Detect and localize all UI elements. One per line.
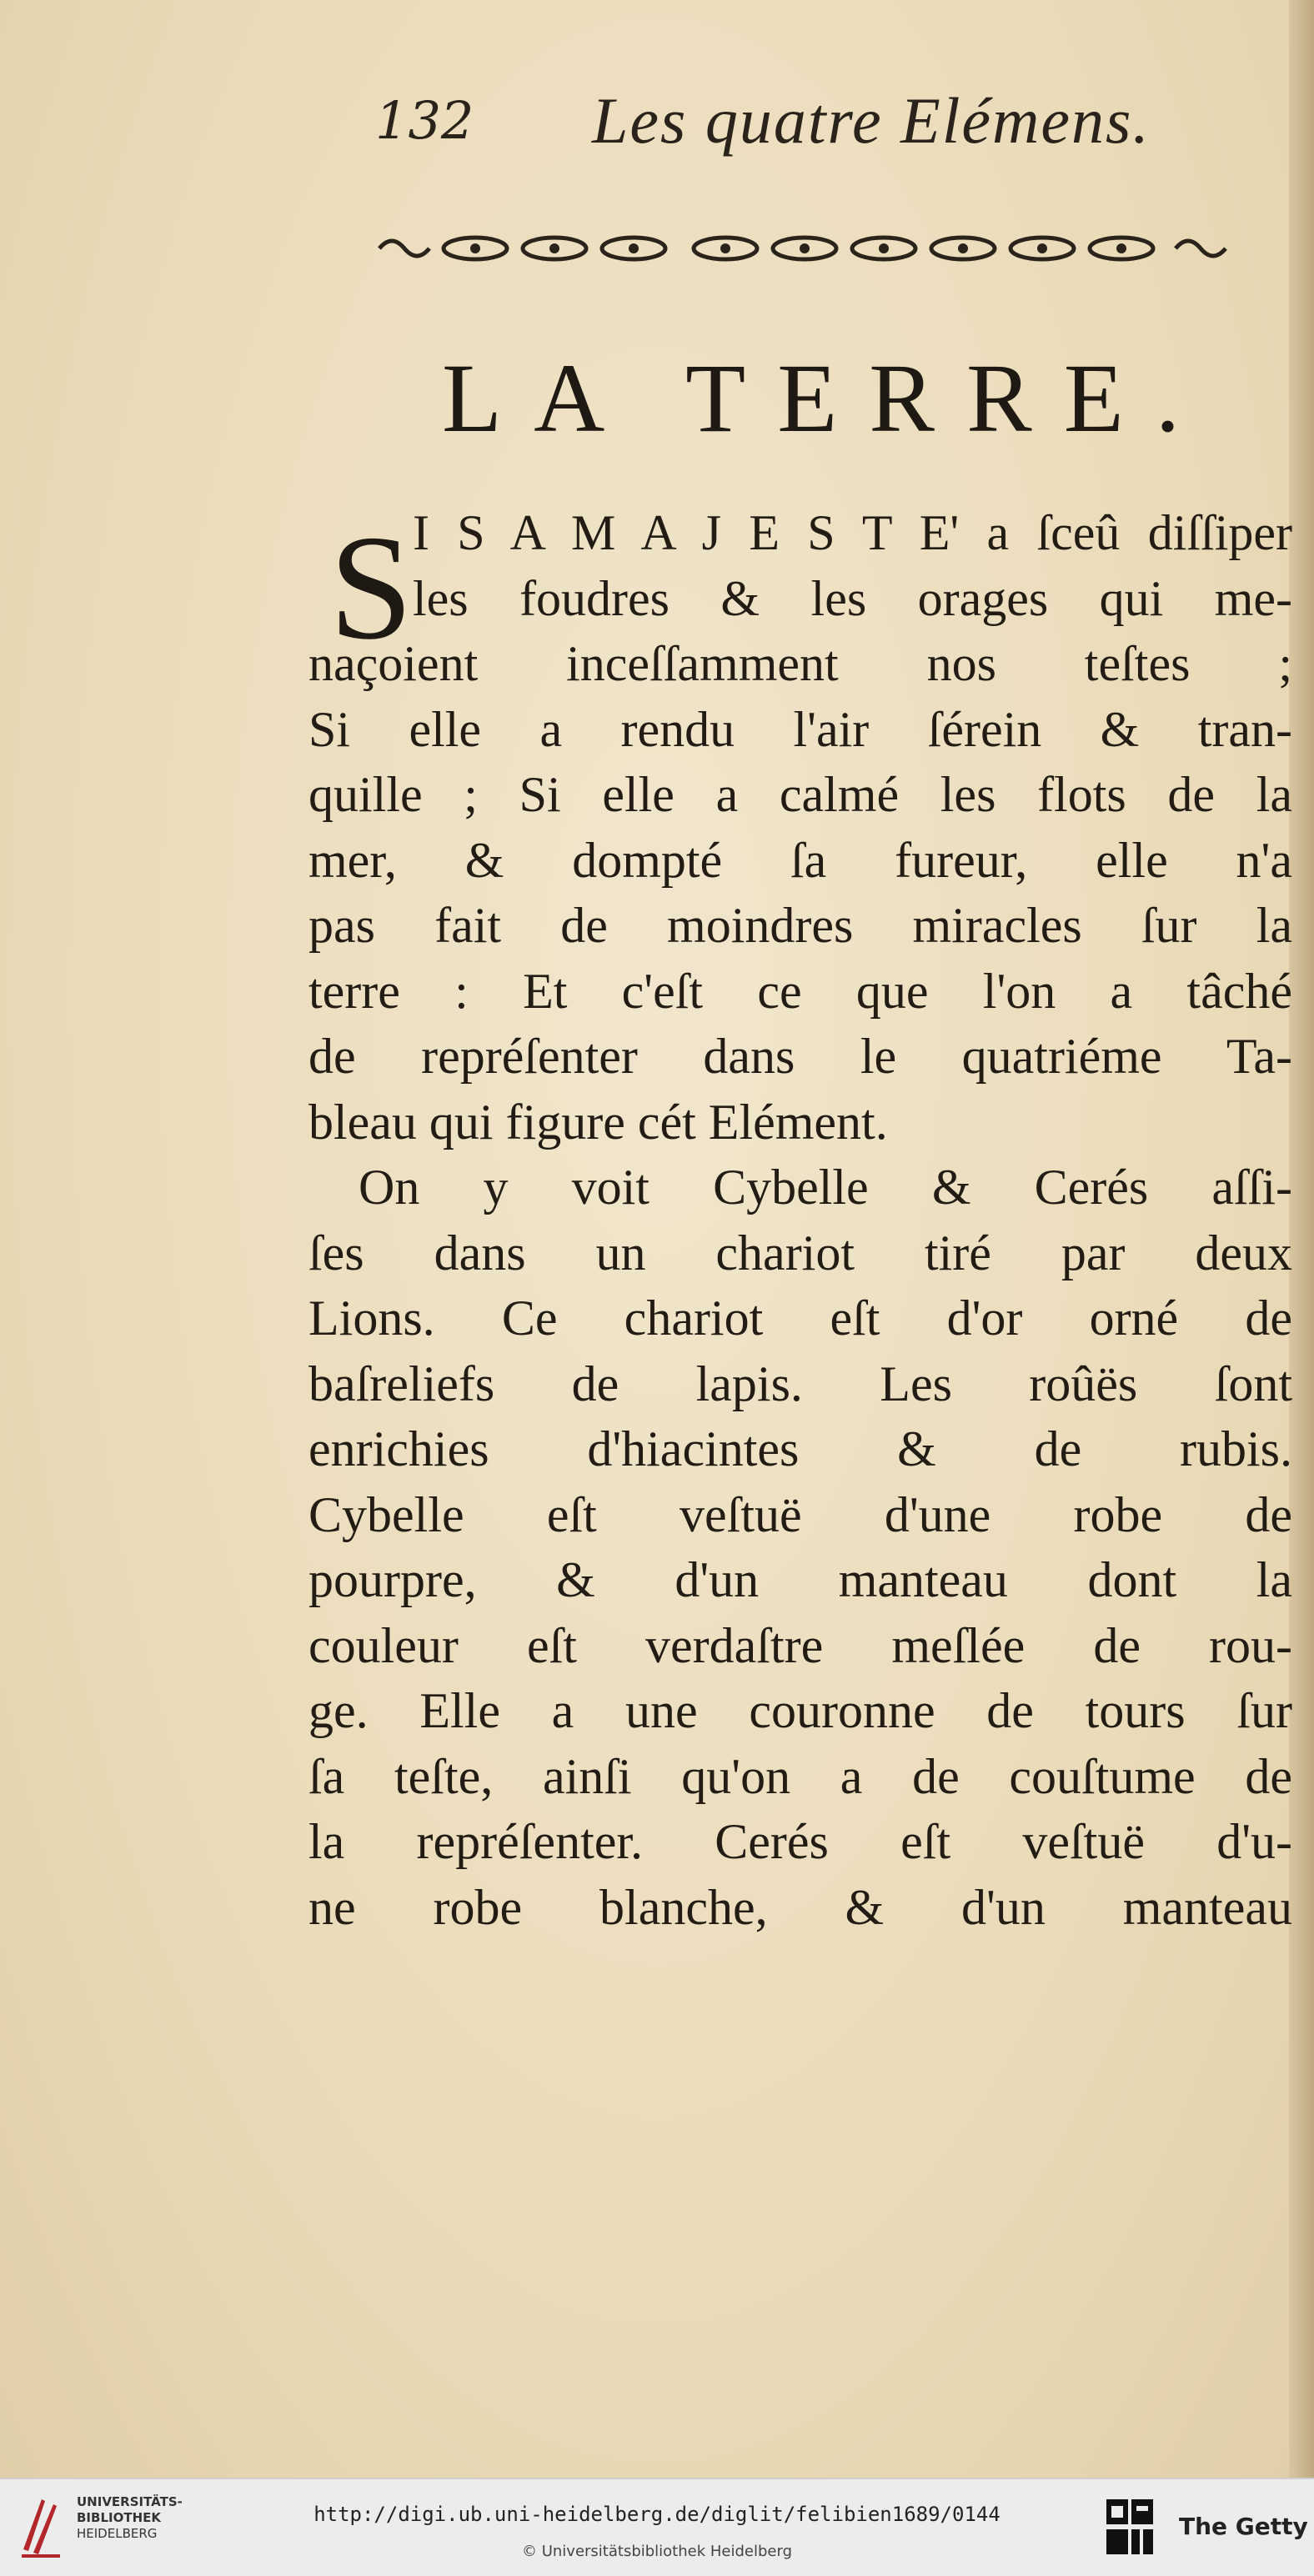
text-line: ſa teſte, ainſi qu'on a de couſtume de [308, 1748, 1292, 1804]
text-line: pas fait de moindres miracles ſur la [308, 898, 1292, 953]
text-line: enrichies d'hiacintes & de rubis. [308, 1421, 1292, 1476]
running-title: Les quatre Elémens. [592, 84, 1151, 157]
text-line: ſes dans un chariot tiré par deux [308, 1225, 1292, 1280]
text-line: couleur eſt verdaſtre meſlée de rou- [308, 1617, 1292, 1673]
text-line: ge. Elle a une couronne de tours ſur [308, 1683, 1292, 1738]
text-line: ne robe blanche, & d'un manteau [308, 1879, 1292, 1935]
text-line: baſreliefs de lapis. Les roûës ſont [308, 1356, 1292, 1411]
text-line: quille ; Si elle a calmé les flots de la [308, 767, 1292, 822]
text-line: Cybelle eſt veſtuë d'une robe de [308, 1486, 1292, 1542]
getty-logo-icon [1105, 2498, 1155, 2556]
text-line: I S A M A J E S T E' a ſceû diſſiper [413, 505, 1292, 560]
text-line: de repréſenter dans le quatriéme Ta- [308, 1029, 1292, 1084]
copyright-notice: © Universitätsbibliothek Heidelberg [521, 2543, 792, 2560]
viewer-footer [0, 2478, 1314, 2576]
page-edge [1289, 0, 1314, 2478]
ornament-band [375, 223, 1292, 273]
drop-cap: S [329, 504, 414, 670]
library-name-line: UNIVERSITÄTS- [77, 2494, 183, 2509]
text-line: naçoient inceſſamment nos teſtes ; [308, 636, 1292, 691]
text-line: la repréſenter. Cerés eſt veſtuë d'u- [308, 1814, 1292, 1869]
running-header [375, 83, 1192, 167]
text-line: pourpre, & d'un manteau dont la [308, 1552, 1292, 1607]
library-name-line: BIBLIOTHEK [77, 2510, 161, 2525]
text-line: bleau qui figure cét Elément. [308, 1094, 888, 1150]
text-line: Lions. Ce chariot eſt d'or orné de [308, 1291, 1292, 1346]
text-line: Si elle a rendu l'air ſérein & tran- [308, 701, 1292, 757]
text-line: mer, & dompté ſa fureur, elle n'a [308, 832, 1292, 888]
chapter-title: LA TERRE. [442, 343, 1212, 453]
text-line: les foudres & les orages qui me- [413, 570, 1292, 626]
text-line: On y voit Cybelle & Cerés aſſi- [359, 1160, 1292, 1215]
body-text [308, 500, 1292, 1940]
text-line: terre : Et c'eſt ce que l'on a tâché [308, 963, 1292, 1019]
partner-name: The Getty [1179, 2513, 1308, 2540]
library-name-line: HEIDELBERG [77, 2526, 158, 2541]
permalink-url[interactable]: http://digi.ub.uni-heidelberg.de/diglit/felibien1689/0144 [313, 2503, 1001, 2526]
page-number: 132 [375, 90, 474, 151]
